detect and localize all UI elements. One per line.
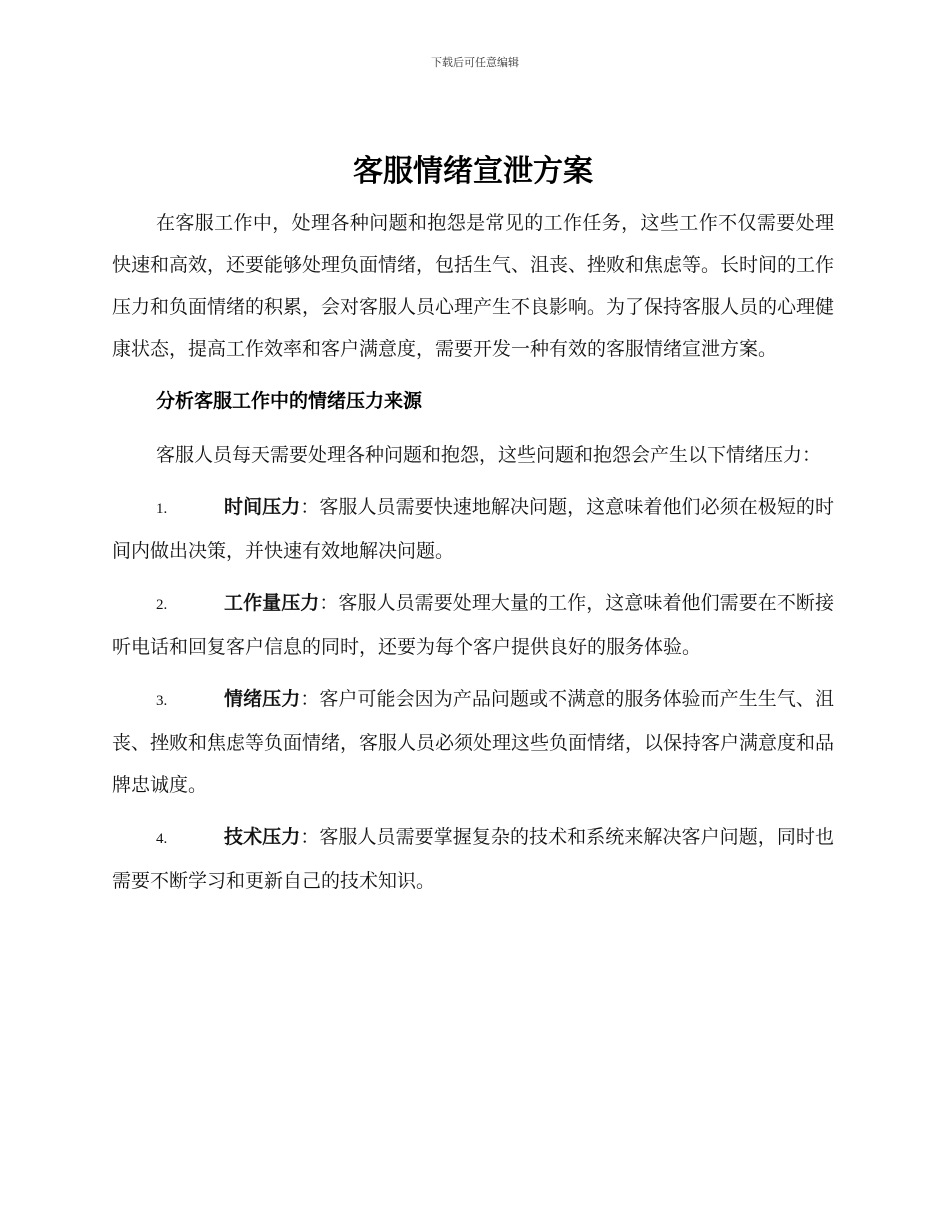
document-body xyxy=(112,150,834,912)
list-item-number: 1. xyxy=(156,501,168,517)
intro-paragraph: 在客服工作中，处理各种问题和抱怨是常见的工作任务，这些工作不仅需要处理快速和高效，还要能够处理负面情绪，包括生气、沮丧、挫败和焦虑等。长时间的工作压力和负面情绪的积累，会对客服人员心理产生不良影响。为了保持客服人员的心理健康状态，提高工作效率和客户满意度，需要开发一种有效的客服情绪宣泄方案。 xyxy=(112,212,835,360)
list-item-term: 工作量压力 xyxy=(224,592,320,614)
list-item-text: ：客服人员需要掌握复杂的技术和系统来解决客户问题，同时也需要不断学习和更新自己的技术知识。 xyxy=(112,826,834,892)
document-title: 客服情绪宣泄方案 xyxy=(353,154,593,189)
list-item-text: ：客服人员需要快速地解决问题，这意味着他们必须在极短的时间内做出决策，并快速有效地解决问题。 xyxy=(112,496,834,562)
list-item-number: 4. xyxy=(156,831,168,847)
section-intro-paragraph: 客服人员每天需要处理各种问题和抱怨，这些问题和抱怨会产生以下情绪压力： xyxy=(156,444,822,466)
list-item-term: 情绪压力 xyxy=(224,688,301,710)
section-heading: 分析客服工作中的情绪压力来源 xyxy=(156,390,423,412)
list-item-text: ：客服人员需要处理大量的工作，这意味着他们需要在不断接听电话和回复客户信息的同时，还要为每个客户提供良好的服务体验。 xyxy=(112,592,834,658)
list-item xyxy=(112,816,834,902)
list-item-number: 2. xyxy=(156,597,168,613)
header-note: 下载后可任意编辑 xyxy=(431,56,519,69)
list-item-term: 时间压力 xyxy=(224,496,301,518)
list-item-term: 技术压力 xyxy=(224,826,301,848)
list-item xyxy=(112,486,834,572)
list-item xyxy=(112,678,834,806)
list-item-number: 3. xyxy=(156,693,168,709)
list-item-text: ：客户可能会因为产品问题或不满意的服务体验而产生生气、沮丧、挫败和焦虑等负面情绪，客服人员必须处理这些负面情绪，以保持客户满意度和品牌忠诚度。 xyxy=(112,688,835,796)
list-item xyxy=(112,582,834,668)
